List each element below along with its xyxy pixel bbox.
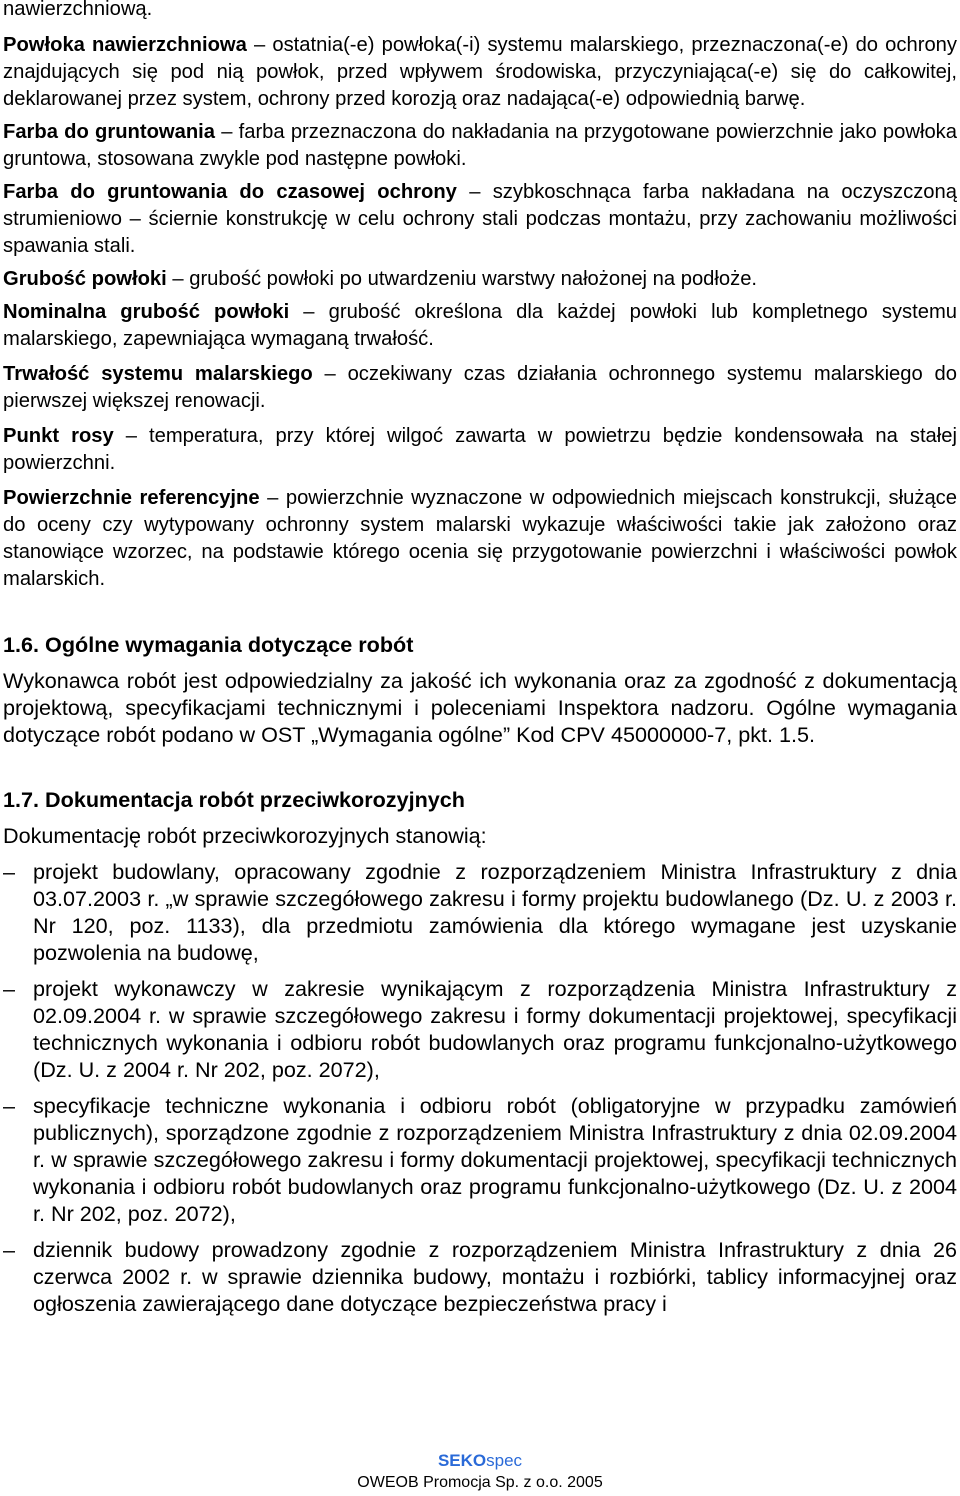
definition-paragraph: [3, 299, 957, 353]
logo-bold-part: SEKO: [437, 1451, 487, 1470]
definition-term: Farba do gruntowania: [3, 121, 216, 143]
logo-rest-part: spec: [486, 1451, 523, 1470]
section-heading-1-6: [3, 631, 957, 658]
definition-term: Punkt rosy: [3, 425, 114, 447]
footer-company: OWEOB Promocja Sp. z o.o. 2005: [357, 1474, 603, 1491]
definition-paragraph: [3, 119, 957, 173]
definition-separator: –: [113, 425, 149, 447]
definition-separator: –: [215, 121, 239, 143]
definition-separator: –: [456, 181, 493, 203]
list-item: [3, 858, 957, 966]
definition-text: powierzchnie wyznaczone w odpowiednich miejscach konstrukcji, służące do oceny czy wytypowany ochronny system malarski wykazuje właściwości takie jak założono oraz stanowiące wzorzec, na podstawie którego ocenia się przygotowanie powierzchni i właściwości powłok malarskich.: [3, 487, 957, 590]
definition-separator: –: [259, 487, 286, 509]
footer-logo: [0, 1451, 960, 1471]
section-title: Dokumentacja robót przeciwkorozyjnych: [45, 787, 466, 812]
definition-paragraph: [3, 179, 957, 260]
definition-paragraph: [3, 423, 957, 477]
section-number: 1.6.: [3, 632, 40, 657]
list-item-text: specyfikacje techniczne wykonania i odbioru robót (obligatoryjne w przypadku zamówień publicznych), sporządzone zgodnie z rozporządzeniem Ministra Infrastruktury z dnia 02.09.2004 r. w sprawie szczegółowego zakresu i formy dokumentacji projektowej, specyfikacji technicznych wykonania i odbioru robót budowlanych oraz programu funkcjonalno-użytkowego (Dz. U. z 2004 r. Nr 202, poz. 2072),: [33, 1093, 957, 1226]
definition-term: Powierzchnie referencyjne: [3, 487, 260, 509]
section-number: 1.7.: [3, 787, 40, 812]
list-item-text: projekt budowlany, opracowany zgodnie z rozporządzeniem Ministra Infrastruktury z dnia 03.07.2003 r. „w sprawie szczegółowego zakresu i formy projektu budowlanego (Dz. U. z 2003 r. Nr 120, poz. 1133), dla przedmiotu zamówienia dla którego wymagane jest uzyskanie pozwolenia na budowę,: [33, 859, 957, 965]
list-item-text: dziennik budowy prowadzony zgodnie z rozporządzeniem Ministra Infrastruktury z dnia 26 czerwca 2002 r. w sprawie dziennika budowy, montażu i rozbiórki, tablicy informacyjnej oraz ogłoszenia zawierającego dane dotyczące bezpieczeństwa pracy i: [33, 1237, 957, 1316]
list-item-text: projekt wykonawczy w zakresie wynikającym z rozporządzenia Ministra Infrastruktury z 02.09.2004 r. w sprawie szczegółowego zakresu i formy dokumentacji projektowej, specyfikacji technicznych wykonania i odbioru robót budowlanych oraz programu funkcjonalno-użytkowego (Dz. U. z 2004 r. Nr 202, poz. 2072),: [33, 976, 957, 1082]
list-dash: –: [3, 976, 16, 1001]
definition-separator: –: [166, 268, 190, 290]
list-item: [3, 1092, 957, 1227]
definition-separator: –: [289, 301, 329, 323]
definition-term: Farba do gruntowania do czasowej ochrony: [3, 181, 457, 203]
definition-text: ostatnia(-e) powłoka(-i) systemu malarskiego, przeznaczona(-e) do ochrony znajdujących się pod nią powłok, przed wpływem środowiska, przyczyniająca(-e) się do całkowitej, deklarowanej przez system, ochrony przed korozją oraz nadająca(-e) odpowiednią barwę.: [3, 34, 957, 110]
section-title: Ogólne wymagania dotyczące robót: [45, 632, 414, 657]
definition-term: Powłoka nawierzchniowa: [3, 34, 247, 56]
definition-text: farba przeznaczona do nakładania na przygotowane powierzchnie jako powłoka gruntowa, stosowana zwykle pod następne powłoki.: [3, 121, 957, 170]
definition-text: grubość określona dla każdej powłoki lub kompletnego systemu malarskiego, zapewniająca wymaganą trwałość.: [3, 301, 957, 350]
section-heading-1-7: [3, 786, 957, 813]
list-item: [3, 1236, 957, 1317]
intro-text: nawierzchniową.: [3, 0, 153, 20]
definition-text: szybkoschnąca farba nakładana na oczyszczoną strumieniowo – ściernie konstrukcję w celu ochrony stali podczas montażu, przy zachowaniu możliwości spawania stali.: [3, 181, 957, 257]
list-item: [3, 975, 957, 1083]
definition-text: temperatura, przy której wilgoć zawarta w powietrzu będzie kondensowała na stałej powierzchni.: [3, 425, 957, 474]
definition-separator: –: [312, 363, 348, 385]
definition-separator: –: [246, 34, 273, 56]
definition-paragraph: [3, 266, 957, 293]
intro-line: [3, 0, 957, 23]
definition-text: oczekiwany czas działania ochronnego systemu malarskiego do pierwszej większej renowacji.: [3, 363, 957, 412]
definition-term: Grubość powłoki: [3, 268, 167, 290]
section-1-6-body: Wykonawca robót jest odpowiedzialny za jakość ich wykonania oraz za zgodność z dokumentacją projektową, specyfikacjami technicznymi i poleceniami Inspektora nadzoru. Ogólne wymagania dotyczące robót podano w OST „Wymagania ogólne” Kod CPV 45000000-7, pkt. 1.5.: [3, 668, 957, 747]
definition-paragraph: [3, 361, 957, 415]
document-page: [3, 0, 957, 1317]
section-1-7-intro: Dokumentację robót przeciwkorozyjnych stanowią:: [3, 823, 487, 848]
definition-term: Nominalna grubość powłoki: [3, 301, 290, 323]
definition-paragraph: [3, 485, 957, 593]
list-dash: –: [3, 1093, 16, 1118]
definition-text: grubość powłoki po utwardzeniu warstwy nałożonej na podłoże.: [189, 268, 758, 290]
definition-paragraph: [3, 32, 957, 113]
list-dash: –: [3, 1237, 16, 1262]
list-dash: –: [3, 859, 16, 884]
definition-term: Trwałość systemu malarskiego: [3, 363, 313, 385]
